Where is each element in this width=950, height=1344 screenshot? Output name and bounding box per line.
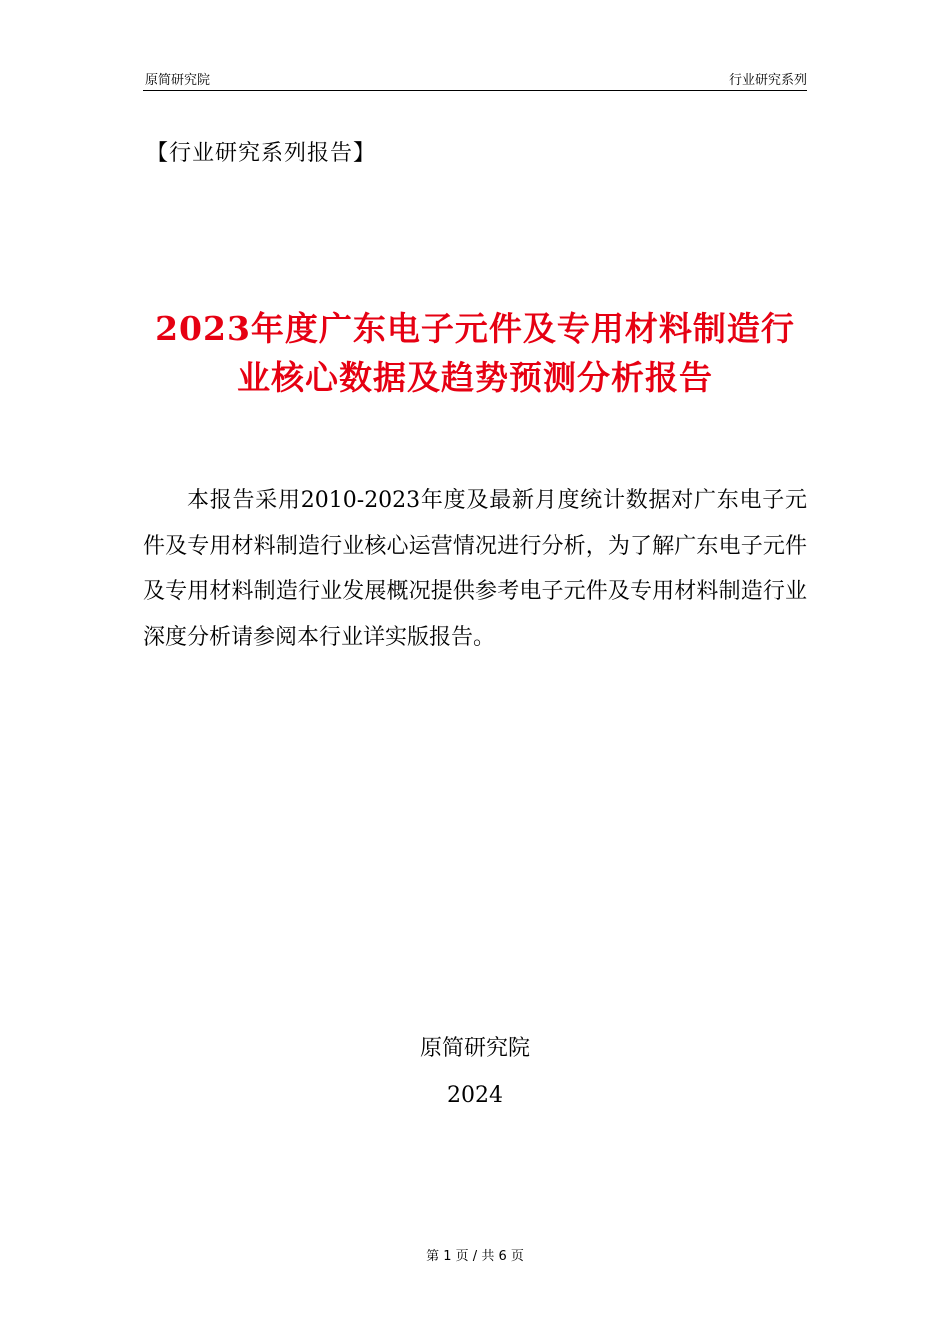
page-footer: 第 1 页 / 共 6 页	[426, 1249, 524, 1264]
publication-year: 2024	[447, 1083, 503, 1108]
report-abstract: 本报告采用2010-2023年度及最新月度统计数据对广东电子元件及专用材料制造行业核心运营情况进行分析，为了解广东电子元件及专用材料制造行业发展概况提供参考电子元件及专用材料制造行业深度分析请参阅本行业详实版报告。	[143, 488, 807, 650]
page-header	[143, 66, 807, 91]
header-org-name: 原简研究院	[145, 73, 211, 88]
header-series-name: 行业研究系列	[728, 73, 807, 88]
publisher-name: 原简研究院	[419, 1036, 530, 1061]
series-tag: 【行业研究系列报告】	[146, 141, 377, 166]
report-title: 2023年度广东电子元件及专用材料制造行业核心数据及趋势预测分析报告	[155, 309, 795, 397]
